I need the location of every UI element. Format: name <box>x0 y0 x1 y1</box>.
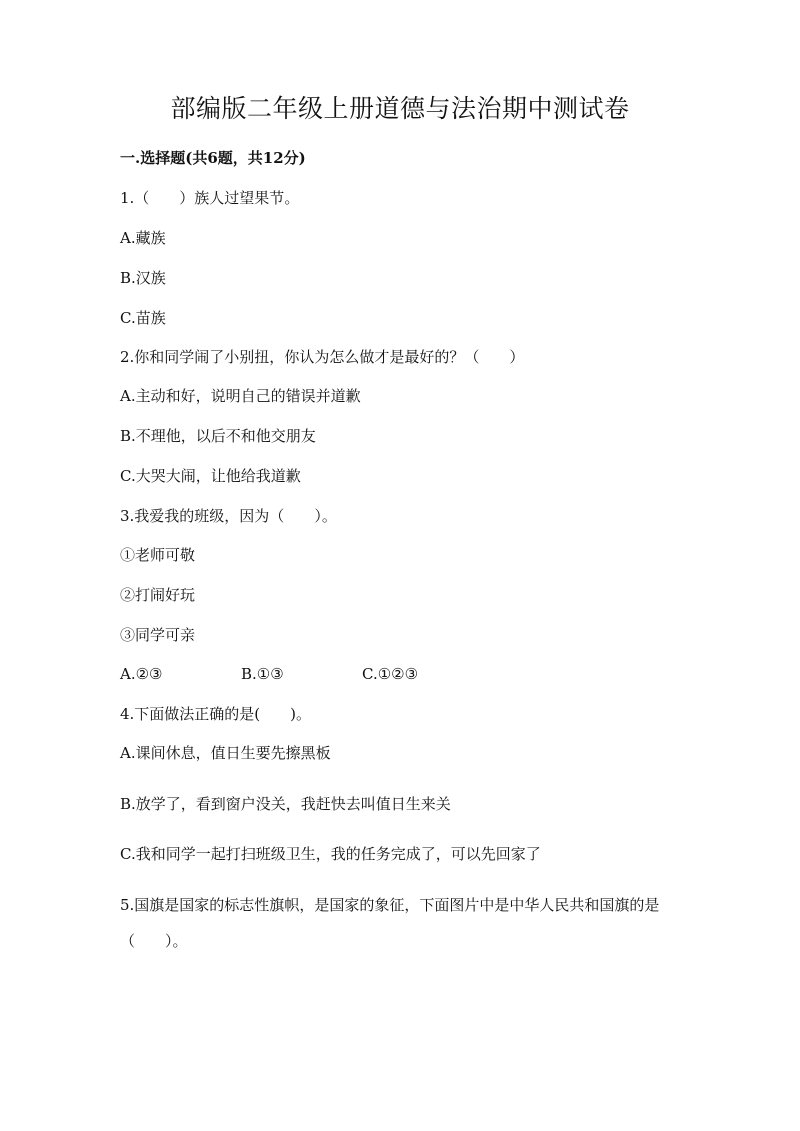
question-2-stem: 2.你和同学闹了小别扭，你认为怎么做才是最好的？（ ） <box>120 348 525 366</box>
question-5-stem: 5.国旗是国家的标志性旗帜，是国家的象征，下面图片中是中华人民共和国旗的是（ ）。 <box>120 896 660 950</box>
question-4-stem: 4.下面做法正确的是( )。 <box>120 705 312 723</box>
question-1-stem: 1.（ ）族人过望果节。 <box>120 189 300 207</box>
question-1-option-c: C.苗族 <box>120 309 166 327</box>
question-4-option-a: A.课间休息，值日生要先擦黑板 <box>120 744 331 762</box>
question-3-statement-1: ①老师可敬 <box>120 546 196 564</box>
question-2-option-a: A.主动和好，说明自己的错误并道歉 <box>120 387 361 405</box>
question-2-option-c: C.大哭大闹，让他给我道歉 <box>120 467 301 485</box>
question-1-option-a: A.藏族 <box>120 229 166 247</box>
question-2-option-b: B.不理他，以后不和他交朋友 <box>120 427 316 445</box>
exam-title: 部编版二年级上册道德与法治期中测试卷 <box>170 94 630 123</box>
question-4-option-b: B.放学了，看到窗户没关，我赶快去叫值日生来关 <box>120 795 451 813</box>
question-3-stem: 3.我爱我的班级，因为（ ）。 <box>120 507 337 525</box>
question-3-statement-2: ②打闹好玩 <box>120 586 196 604</box>
question-1-option-b: B.汉族 <box>120 269 166 287</box>
section-header-multiple-choice: 一.选择题(共6题，共12分) <box>120 149 306 167</box>
question-4-option-c: C.我和同学一起打扫班级卫生，我的任务完成了，可以先回家了 <box>120 845 541 863</box>
question-3-option-a: A.②③ <box>120 665 163 683</box>
question-3-option-c: C.①②③ <box>362 665 419 683</box>
question-3-option-b: B.①③ <box>241 665 284 683</box>
question-3-statement-3: ③同学可亲 <box>120 626 196 644</box>
